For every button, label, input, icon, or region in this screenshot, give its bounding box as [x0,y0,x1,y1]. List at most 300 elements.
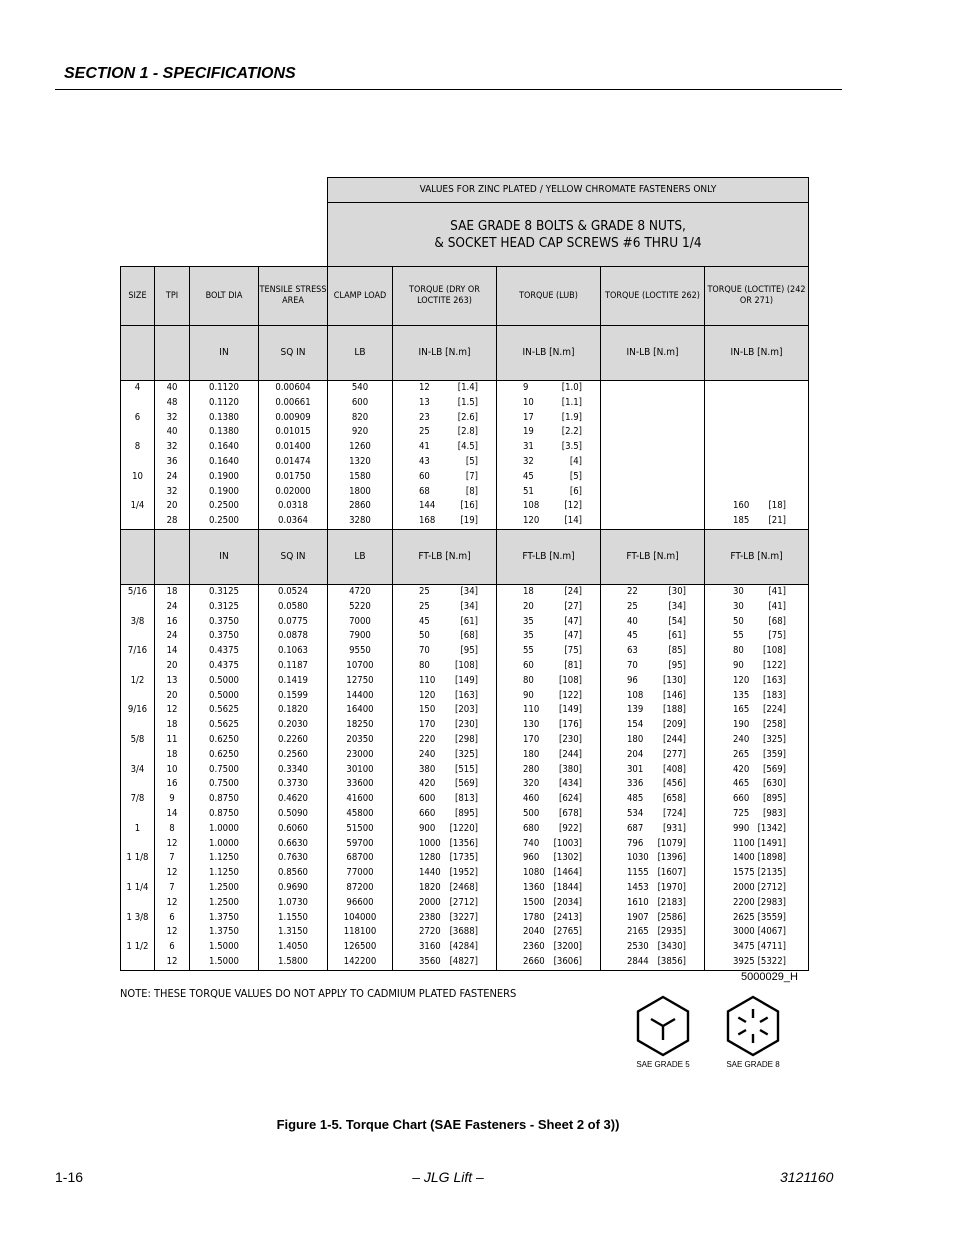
cell-torque-262 [601,718,705,733]
cell-torque-lub [497,763,601,778]
torque-nm-value: [27] [564,600,582,612]
table-row [121,659,809,674]
torque-nm-value: [122] [763,659,786,671]
torque-nm-value: [895] [455,807,478,819]
cell-tpi: 12 [155,703,190,718]
torque-value: 110 [523,704,540,716]
cell-torque-242 [705,881,809,896]
torque-nm-value: [2983] [757,896,786,908]
torque-value: 25 [419,600,430,612]
torque-nm-value: [1607] [657,867,686,879]
cell-tpi: 24 [155,629,190,644]
torque-value: 50 [419,630,430,642]
table-row [121,881,809,896]
cell-clamp-load: 3280 [328,514,393,529]
torque-value: 485 [627,793,644,805]
cell-clamp-load: 10700 [328,659,393,674]
torque-nm-value: [2.2] [561,426,582,438]
torque-value: 23 [419,411,430,423]
cell-clamp-load: 920 [328,425,393,440]
torque-nm-value: [47] [564,630,582,642]
torque-value: 2000 [419,896,441,908]
cell-torque-242 [705,748,809,763]
cell-clamp-load: 77000 [328,866,393,881]
cell-torque-262 [601,866,705,881]
torque-value: 2720 [419,926,441,938]
cell-torque-dry [393,807,497,822]
cell-clamp-load: 600 [328,396,393,411]
torque-value: 108 [627,689,644,701]
cell-torque-262 [601,411,705,426]
cell-torque-262 [601,470,705,485]
torque-nm-value: [380] [559,763,582,775]
table-row [121,718,809,733]
cell-torque-dry [393,440,497,455]
cell-torque-242 [705,807,809,822]
header-rule [55,89,842,90]
torque-value: 2660 [523,955,545,967]
torque-value: 10 [523,396,534,408]
cell-bolt-dia: 1.0000 [190,822,259,837]
col-header-torque-242: TORQUE (LOCTITE) (242 OR 271) [705,267,809,326]
torque-nm-value: [149] [559,704,582,716]
cell-torque-262 [601,425,705,440]
torque-nm-value: [4] [569,455,582,467]
torque-nm-value: [183] [763,689,786,701]
torque-value: 320 [523,778,540,790]
cell-torque-lub [497,455,601,470]
torque-value: 1907 [627,911,649,923]
torque-value: 90 [733,659,744,671]
cell-tensile-area: 0.01400 [259,440,328,455]
cell-tpi: 12 [155,925,190,940]
cell-tensile-area: 0.8560 [259,866,328,881]
torque-value: 600 [419,793,436,805]
cell-torque-262 [601,514,705,529]
cell-tpi: 32 [155,440,190,455]
cell-tpi: 6 [155,940,190,955]
grade5-label: SAE GRADE 5 [636,1060,690,1069]
torque-value: 90 [523,689,534,701]
cell-torque-dry [393,455,497,470]
cell-clamp-load: 45800 [328,807,393,822]
torque-value: 687 [627,822,644,834]
torque-nm-value: [515] [455,763,478,775]
cell-torque-262 [601,659,705,674]
torque-value: 20 [523,600,534,612]
cell-torque-lub [497,689,601,704]
cell-torque-lub [497,822,601,837]
torque-nm-value: [277] [663,748,686,760]
table-row [121,925,809,940]
cell-tensile-area: 0.0524 [259,584,328,599]
cell-tensile-area: 0.2260 [259,733,328,748]
cell-tensile-area: 0.00909 [259,411,328,426]
cell-size: 10 [121,470,155,485]
torque-nm-value: [108] [559,674,582,686]
unit-dia: IN [190,326,259,381]
cell-tpi: 18 [155,584,190,599]
cell-clamp-load: 41600 [328,792,393,807]
cell-tpi: 7 [155,851,190,866]
cell-clamp-load: 30100 [328,763,393,778]
cell-clamp-load: 96600 [328,896,393,911]
cell-torque-dry [393,955,497,970]
cell-clamp-load: 540 [328,381,393,396]
torque-value: 80 [733,645,744,657]
table-row [121,851,809,866]
torque-nm-value: [359] [763,748,786,760]
torque-value: 420 [419,778,436,790]
table-body-inlb [121,381,809,530]
cell-clamp-load: 7000 [328,615,393,630]
footer-doc-number: 3121160 [780,1169,834,1185]
torque-value: 30 [733,600,744,612]
cell-torque-dry [393,940,497,955]
torque-value: 180 [627,733,644,745]
table-row [121,792,809,807]
torque-value: 60 [523,659,534,671]
cell-size [121,396,155,411]
torque-value: 70 [419,645,430,657]
unit-t1: FT-LB [N.m] [393,529,497,584]
cell-torque-242 [705,733,809,748]
cell-bolt-dia: 0.6250 [190,733,259,748]
torque-nm-value: [3688] [449,926,478,938]
cell-clamp-load: 68700 [328,851,393,866]
table-row [121,615,809,630]
torque-value: 1453 [627,881,649,893]
cell-torque-262 [601,381,705,396]
cell-torque-262 [601,629,705,644]
cell-torque-262 [601,851,705,866]
cell-torque-262 [601,748,705,763]
torque-nm-value: [2468] [449,881,478,893]
torque-nm-value: [34] [460,585,478,597]
cell-tensile-area: 0.00661 [259,396,328,411]
torque-nm-value: [456] [663,778,686,790]
torque-value: 2625 [733,911,755,923]
cell-tpi: 7 [155,881,190,896]
torque-nm-value: [3856] [657,955,686,967]
cell-bolt-dia: 0.4375 [190,659,259,674]
torque-value: 336 [627,778,644,790]
cell-clamp-load: 14400 [328,689,393,704]
cell-clamp-load: 33600 [328,777,393,792]
cell-torque-dry [393,792,497,807]
cell-size [121,659,155,674]
torque-value: 1440 [419,867,441,879]
sae-grade8-bolt-icon [722,995,784,1057]
torque-nm-value: [12] [564,500,582,512]
torque-value: 32 [523,455,534,467]
torque-nm-value: [4.5] [457,441,478,453]
cell-torque-lub [497,499,601,514]
cell-tensile-area: 0.01015 [259,425,328,440]
cell-tensile-area: 0.1187 [259,659,328,674]
torque-value: 110 [419,674,436,686]
cell-torque-dry [393,425,497,440]
table-row [121,629,809,644]
cell-torque-dry [393,777,497,792]
cell-bolt-dia: 0.1120 [190,396,259,411]
cell-clamp-load: 87200 [328,881,393,896]
torque-value: 70 [627,659,638,671]
torque-nm-value: [244] [559,748,582,760]
cell-torque-dry [393,748,497,763]
torque-nm-value: [630] [763,778,786,790]
cell-clamp-load: 7900 [328,629,393,644]
torque-nm-value: [75] [768,630,786,642]
cell-tpi: 13 [155,674,190,689]
cell-size [121,777,155,792]
cell-bolt-dia: 1.0000 [190,837,259,852]
table-row [121,470,809,485]
torque-nm-value: [47] [564,615,582,627]
cell-bolt-dia: 0.5000 [190,689,259,704]
cell-torque-dry [393,866,497,881]
cell-torque-242 [705,485,809,500]
cell-tpi: 12 [155,955,190,970]
cell-tpi: 32 [155,411,190,426]
cell-torque-dry [393,470,497,485]
torque-value: 534 [627,807,644,819]
col-header-tensile: TENSILE STRESS AREA [259,267,328,326]
figure-caption: Figure 1-5. Torque Chart (SAE Fasteners - Sheet 2 of 3)) [276,1117,620,1132]
table-row [121,911,809,926]
cell-torque-242 [705,777,809,792]
cell-tpi: 20 [155,659,190,674]
torque-value: 3160 [419,941,441,953]
torque-value: 68 [419,485,430,497]
table-row [121,955,809,970]
torque-value: 1280 [419,852,441,864]
torque-nm-value: [258] [763,719,786,731]
cell-size [121,600,155,615]
cell-tpi: 9 [155,792,190,807]
cell-tpi: 20 [155,499,190,514]
torque-nm-value: [2586] [657,911,686,923]
torque-value: 170 [419,719,436,731]
torque-value: 960 [523,852,540,864]
cell-torque-262 [601,777,705,792]
torque-nm-value: [434] [559,778,582,790]
cell-tensile-area: 0.4620 [259,792,328,807]
cell-torque-262 [601,455,705,470]
cell-torque-262 [601,733,705,748]
cell-clamp-load: 1320 [328,455,393,470]
cell-tpi: 10 [155,763,190,778]
cell-clamp-load: 118100 [328,925,393,940]
cell-torque-dry [393,896,497,911]
cell-torque-262 [601,615,705,630]
cell-torque-lub [497,440,601,455]
cell-torque-lub [497,807,601,822]
cell-torque-242 [705,792,809,807]
col-header-torque-262: TORQUE (LOCTITE 262) [601,267,705,326]
torque-nm-value: [75] [564,645,582,657]
table-banner: VALUES FOR ZINC PLATED / YELLOW CHROMATE FASTENERS ONLY [328,178,809,203]
units-row-inlb [121,326,809,381]
torque-nm-value: [1342] [757,822,786,834]
torque-value: 265 [733,748,750,760]
table-row [121,674,809,689]
cell-torque-262 [601,689,705,704]
cell-tpi: 14 [155,644,190,659]
table-row [121,866,809,881]
torque-nm-value: [678] [559,807,582,819]
cell-bolt-dia: 1.5000 [190,940,259,955]
cell-tensile-area: 0.1820 [259,703,328,718]
cell-bolt-dia: 0.7500 [190,777,259,792]
torque-value: 1610 [627,896,649,908]
table-row [121,455,809,470]
torque-nm-value: [1.4] [457,382,478,393]
torque-value: 18 [523,585,534,597]
cell-tensile-area: 0.01750 [259,470,328,485]
cell-bolt-dia: 0.2500 [190,499,259,514]
cell-size: 6 [121,411,155,426]
cell-torque-dry [393,615,497,630]
cell-size: 1/4 [121,499,155,514]
cell-tpi: 14 [155,807,190,822]
table-row [121,807,809,822]
torque-value: 1820 [419,881,441,893]
torque-nm-value: [41] [768,585,786,597]
torque-nm-value: [298] [455,733,478,745]
torque-nm-value: [4284] [449,941,478,953]
cell-size [121,955,155,970]
torque-nm-value: [54] [668,615,686,627]
table-row [121,600,809,615]
cell-size: 7/8 [121,792,155,807]
cell-tensile-area: 0.6630 [259,837,328,852]
torque-value: 301 [627,763,644,775]
torque-value: 2000 [733,881,755,893]
cell-torque-262 [601,763,705,778]
cell-bolt-dia: 0.1900 [190,470,259,485]
cell-torque-lub [497,396,601,411]
cell-size: 7/16 [121,644,155,659]
cell-tensile-area: 0.0878 [259,629,328,644]
cell-clamp-load: 1580 [328,470,393,485]
torque-nm-value: [1003] [553,837,582,849]
torque-nm-value: [325] [455,748,478,760]
table-row [121,733,809,748]
cell-torque-262 [601,396,705,411]
cell-torque-dry [393,925,497,940]
torque-value: 460 [523,793,540,805]
torque-nm-value: [1302] [553,852,582,864]
cell-bolt-dia: 0.8750 [190,792,259,807]
cell-tpi: 12 [155,866,190,881]
torque-nm-value: [209] [663,719,686,731]
cell-bolt-dia: 1.5000 [190,955,259,970]
unit-t1: IN-LB [N.m] [393,326,497,381]
cell-tensile-area: 0.3340 [259,763,328,778]
cell-torque-262 [601,600,705,615]
torque-nm-value: [813] [455,793,478,805]
cell-bolt-dia: 1.3750 [190,925,259,940]
unit-clamp: LB [328,529,393,584]
cell-clamp-load: 2860 [328,499,393,514]
cell-torque-lub [497,896,601,911]
torque-value: 45 [627,630,638,642]
torque-value: 25 [419,585,430,597]
torque-nm-value: [724] [663,807,686,819]
table-row [121,381,809,396]
torque-nm-value: [163] [455,689,478,701]
cell-torque-262 [601,807,705,822]
torque-value: 900 [419,822,436,834]
torque-nm-value: [1079] [657,837,686,849]
torque-value: 1500 [523,896,545,908]
cell-torque-dry [393,485,497,500]
torque-nm-value: [4711] [757,941,786,953]
cell-size [121,866,155,881]
torque-value: 55 [523,645,534,657]
cell-tensile-area: 1.3150 [259,925,328,940]
table-body-ftlb [121,584,809,970]
torque-nm-value: [122] [559,689,582,701]
footer-center: – JLG Lift – [412,1169,484,1185]
torque-nm-value: [95] [460,645,478,657]
table-row [121,514,809,529]
torque-nm-value: [149] [455,674,478,686]
cell-torque-dry [393,689,497,704]
cell-torque-242 [705,703,809,718]
cell-torque-lub [497,703,601,718]
cell-size [121,748,155,763]
cell-tensile-area: 0.2030 [259,718,328,733]
cell-clamp-load: 5220 [328,600,393,615]
torque-value: 63 [627,645,638,657]
cell-tpi: 18 [155,748,190,763]
torque-nm-value: [983] [763,807,786,819]
torque-value: 3475 [733,941,755,953]
torque-nm-value: [14] [564,515,582,527]
cell-bolt-dia: 0.1120 [190,381,259,396]
cell-size [121,896,155,911]
cell-tpi: 11 [155,733,190,748]
torque-value: 1360 [523,881,545,893]
table-row [121,440,809,455]
cell-tpi: 18 [155,718,190,733]
cell-size: 3/8 [121,615,155,630]
cell-torque-dry [393,703,497,718]
torque-nm-value: [325] [763,733,786,745]
torque-nm-value: [1.1] [561,396,582,408]
torque-nm-value: [922] [559,822,582,834]
cell-bolt-dia: 1.2500 [190,896,259,911]
cell-torque-242 [705,584,809,599]
cell-tpi: 32 [155,485,190,500]
torque-value: 1000 [419,837,441,849]
torque-nm-value: [569] [763,763,786,775]
torque-value: 725 [733,807,750,819]
torque-value: 35 [523,615,534,627]
torque-value: 168 [419,515,436,527]
table-note: NOTE: THESE TORQUE VALUES DO NOT APPLY TO CADMIUM PLATED FASTENERS [120,987,517,1000]
torque-nm-value: [3559] [757,911,786,923]
torque-nm-value: [1970] [657,881,686,893]
torque-value: 660 [419,807,436,819]
cell-size: 1 1/2 [121,940,155,955]
cell-tpi: 36 [155,455,190,470]
unit-t4: FT-LB [N.m] [705,529,809,584]
table-row [121,396,809,411]
cell-torque-262 [601,837,705,852]
